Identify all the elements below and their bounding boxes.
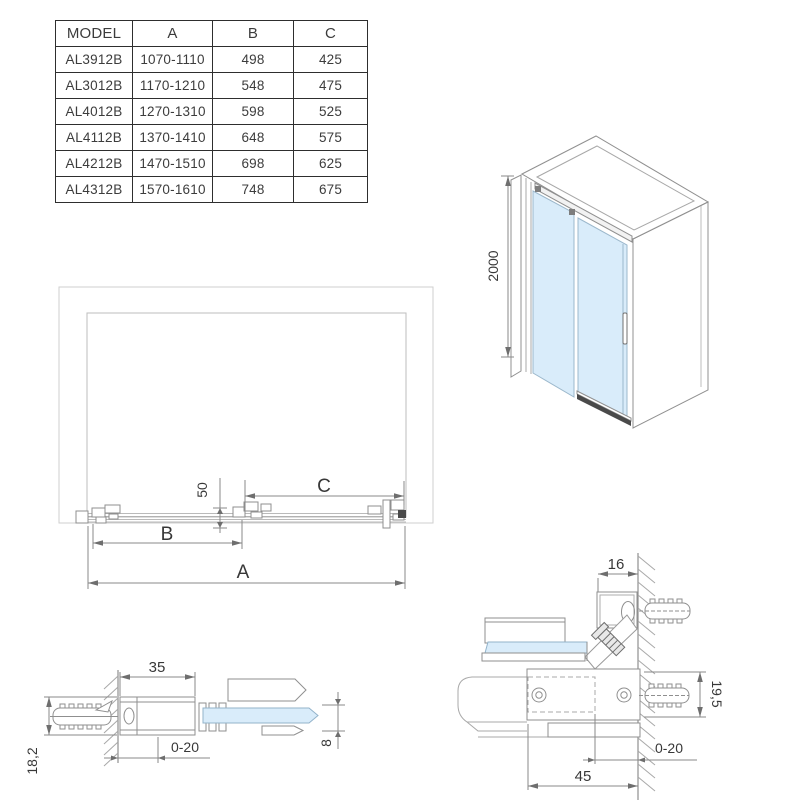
profile-width-label: 35	[148, 659, 166, 676]
door-handle	[623, 313, 627, 344]
cell-b: 548	[213, 73, 294, 99]
door-profile-section	[228, 679, 306, 701]
shower-area-outline	[59, 287, 433, 523]
glass-thickness-label: 8	[318, 739, 334, 747]
cell-a: 1270-1310	[133, 99, 213, 125]
track-hardware	[76, 500, 406, 528]
wall-anchor-dowel	[50, 701, 118, 729]
header-a: A	[133, 21, 213, 47]
cell-a: 1470-1510	[133, 151, 213, 177]
sliding-glass-panel	[578, 218, 627, 420]
bracket-width-label: 45	[574, 768, 592, 785]
enclosure-right-face	[633, 202, 708, 428]
profile-width-label: 16	[607, 556, 625, 573]
fixed-glass-assembly	[482, 618, 587, 661]
cell-a: 1370-1410	[133, 125, 213, 151]
wall-profile-section	[120, 697, 195, 735]
shower-area-inner-outline	[87, 313, 406, 517]
cell-model: AL4112B	[56, 125, 133, 151]
wall-profile-strip	[511, 175, 521, 377]
glass-section	[203, 708, 318, 723]
handle-plan	[383, 500, 390, 528]
cell-b: 498	[213, 47, 294, 73]
detail-section-right	[458, 553, 725, 800]
roller-bracket-icon	[535, 186, 541, 192]
cell-model: AL4312B	[56, 177, 133, 203]
cell-model: AL4212B	[56, 151, 133, 177]
dim-b-label: B	[160, 524, 174, 545]
cell-a: 1570-1610	[133, 177, 213, 203]
wall-hatch	[638, 556, 655, 791]
cell-b: 598	[213, 99, 294, 125]
cell-c: 575	[294, 125, 368, 151]
end-stopper	[398, 510, 406, 518]
wall-anchor-dowel	[639, 684, 689, 707]
dimension-16	[598, 574, 638, 592]
plan-view	[59, 287, 433, 589]
cell-model: AL3012B	[56, 73, 133, 99]
floor-guide-base	[548, 723, 640, 737]
cell-c: 475	[294, 73, 368, 99]
fixed-glass-panel	[533, 191, 574, 397]
adjustment-range-label: 0-20	[654, 740, 684, 756]
cell-c: 425	[294, 47, 368, 73]
cell-b: 698	[213, 151, 294, 177]
cell-a: 1170-1210	[133, 73, 213, 99]
cell-b: 648	[213, 125, 294, 151]
track-profile	[88, 514, 406, 523]
header-model: MODEL	[56, 21, 133, 47]
mounting-bracket	[527, 669, 640, 720]
cell-c: 525	[294, 99, 368, 125]
bottom-seal-section	[262, 726, 303, 735]
anchor-length-label: 18,2	[24, 747, 40, 775]
dim-c-label: C	[317, 476, 331, 497]
dimension-50	[213, 478, 227, 533]
cell-c: 625	[294, 151, 368, 177]
header-c: C	[294, 21, 368, 47]
offset-dimension-label: 50	[194, 482, 210, 498]
dim-a-label: A	[236, 562, 250, 583]
detail-section-left	[24, 659, 345, 775]
height-dimension-label: 2000	[485, 250, 501, 282]
glass-section	[485, 642, 587, 653]
header-b: B	[213, 21, 294, 47]
cell-c: 675	[294, 177, 368, 203]
cell-a: 1070-1110	[133, 47, 213, 73]
wall-end-cap	[76, 511, 88, 523]
cell-b: 748	[213, 177, 294, 203]
cell-model: AL4012B	[56, 99, 133, 125]
roller-bracket-icon	[569, 209, 575, 215]
isometric-view	[485, 136, 708, 428]
cell-model: AL3912B	[56, 47, 133, 73]
adjustment-range-label: 0-20	[170, 739, 200, 755]
bracket-height-label: 19,5	[709, 680, 725, 708]
dimension-2000	[501, 176, 514, 357]
